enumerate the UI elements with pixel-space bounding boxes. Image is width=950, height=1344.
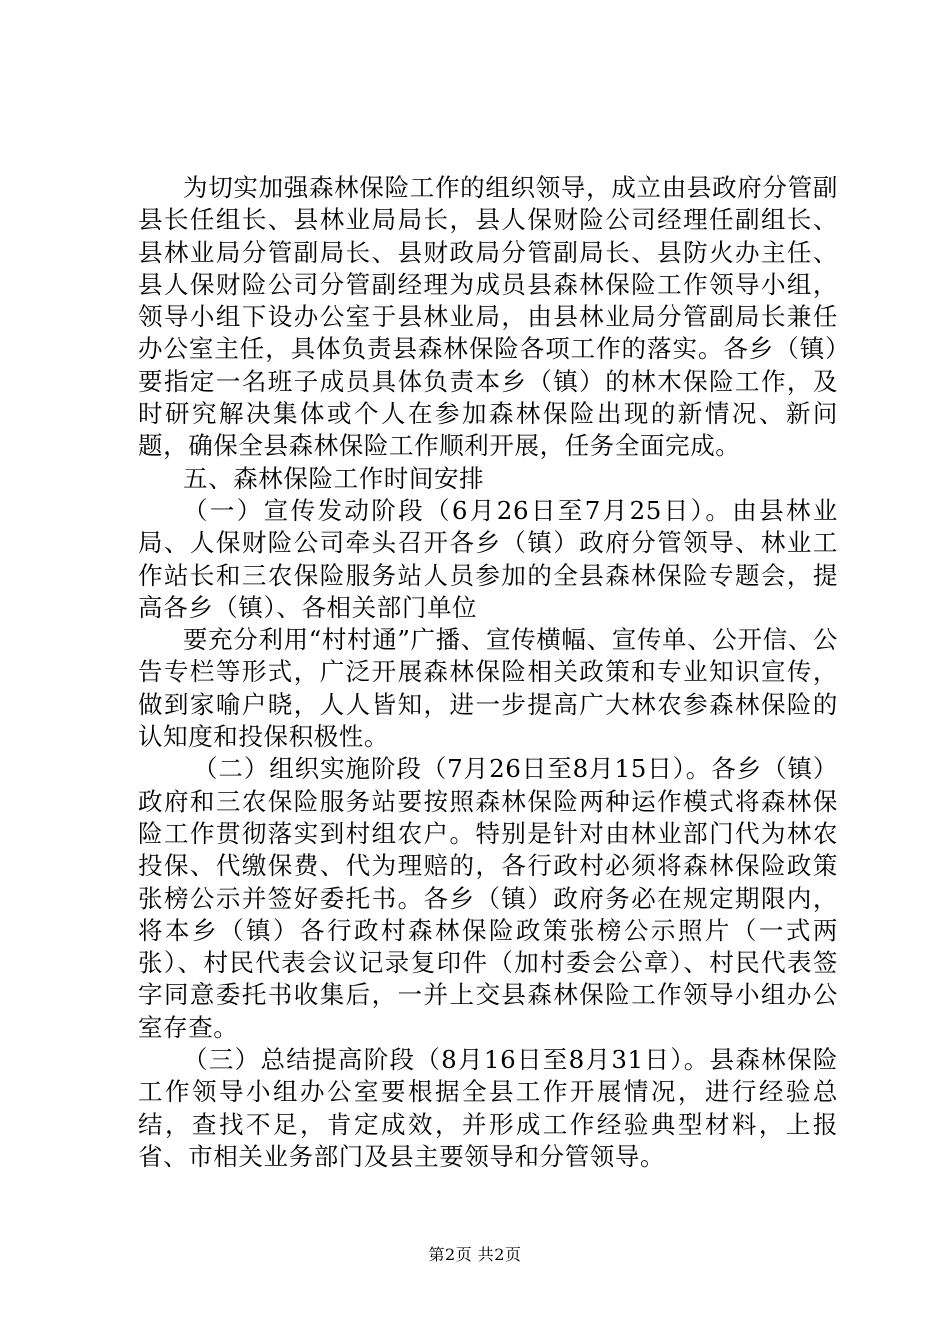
paragraph-publicity-stage: （一）宣传发动阶段（6月26日至7月25日）。由县林业局、人保财险公司牵头召开各乡（镇）政府分管领导、林业工作站长和三农保险服务站人员参加的全县森林保险专题会，提高各乡（镇）、各相关部门单位	[138, 495, 838, 622]
paragraph-publicity-methods: 要充分利用“村村通”广播、宣传横幅、宣传单、公开信、公告专栏等形式，广泛开展森林保险相关政策和专业知识宣传，做到家喻户晓，人人皆知，进一步提高广大林农参森林保险的认知度和投保积极性。	[138, 625, 838, 752]
paragraph-summary-stage: （三）总结提高阶段（8月16日至8月31日）。县森林保险工作领导小组办公室要根据全县工作开展情况，进行经验总结，查找不足，肯定成效，并形成工作经验典型材料，上报省、市相关业务部门及县主要领导和分管领导。	[138, 1045, 838, 1171]
paragraph-leadership-group: 为切实加强森林保险工作的组织领导，成立由县政府分管副县长任组长、县林业局局长，县人保财险公司经理任副组长、县林业局分管副局长、县财政局分管副局长、县防火办主任、县人保财险公司分管副经理为成员县森林保险工作领导小组，领导小组下设办公室于县林业局，由县林业局分管副局长兼任办公室主任，具体负责县森林保险各项工作的落实。各乡（镇）要指定一名班子成员具体负责本乡（镇）的林木保险工作，及时研究解决集体或个人在参加森林保险出现的新情况、新问题，确保全县森林保险工作顺利开展，任务全面完成。	[138, 173, 838, 461]
section-heading-schedule: 五、森林保险工作时间安排	[183, 463, 485, 493]
paragraph-implementation-stage: （二）组织实施阶段（7月26日至8月15日）。各乡（镇）政府和三农保险服务站要按照森林保险两种运作模式将森林保险工作贯彻落实到村组农户。特别是针对由林业部门代为林农投保、代缴保费、代为理赔的，各行政村必须将森林保险政策张榜公示并签好委托书。各乡（镇）政府务必在规定期限内，将本乡（镇）各行政村森林保险政策张榜公示照片（一式两张）、村民代表会议记录复印件（加村委会公章）、村民代表签字同意委托书收集后，一并上交县森林保险工作领导小组办公室存查。	[138, 754, 838, 1042]
document-body	[138, 172, 838, 1173]
page-footer: 第2页 共2页	[428, 1245, 522, 1264]
